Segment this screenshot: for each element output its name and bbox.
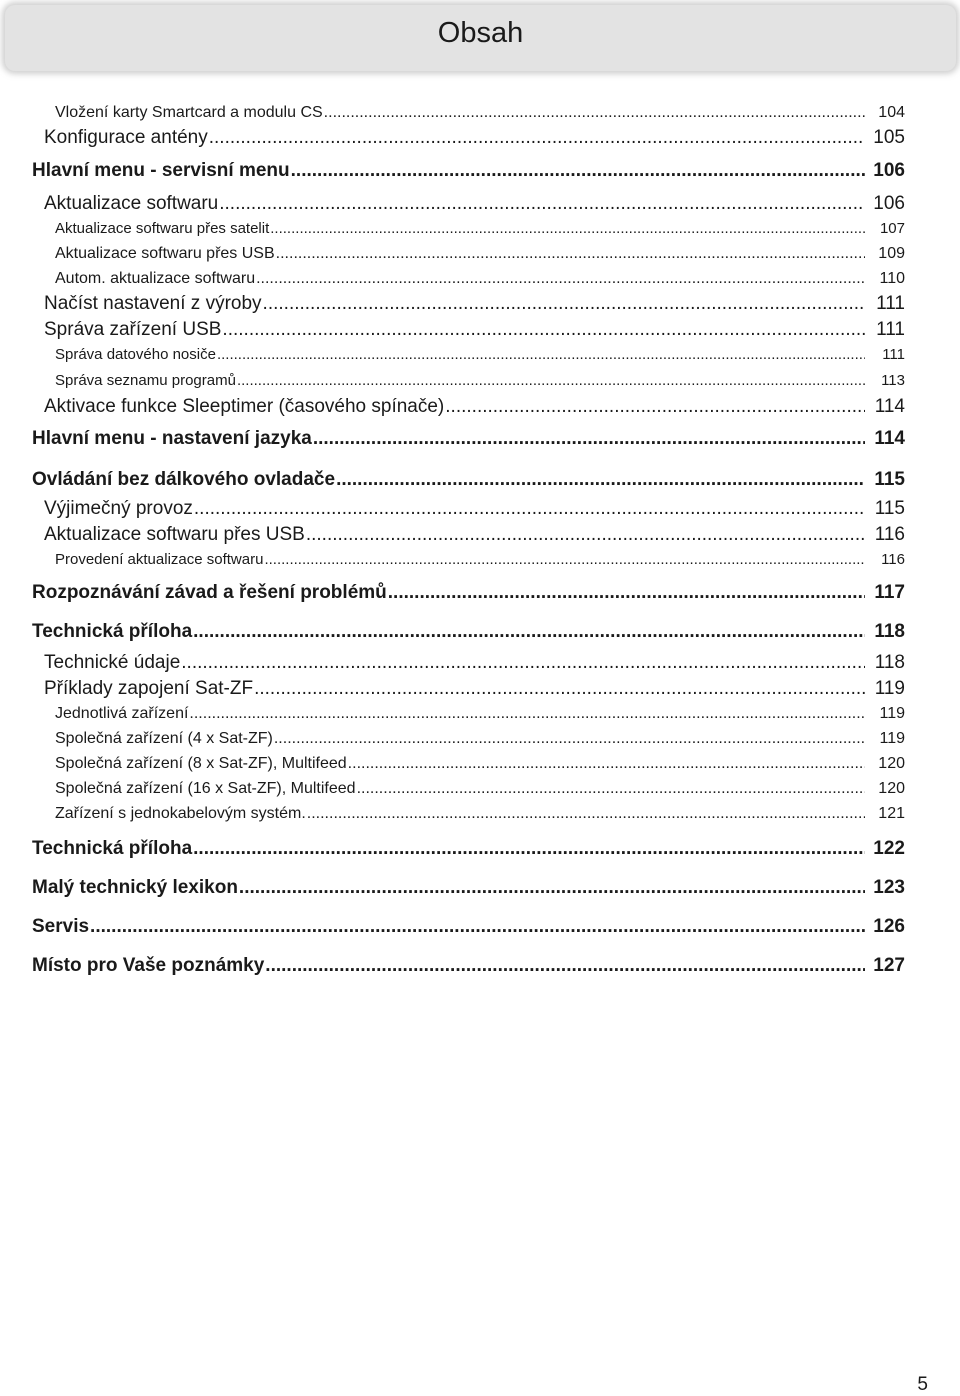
toc-dot-leader — [239, 877, 865, 899]
toc-entry-title: Načíst nastavení z výroby — [44, 293, 262, 314]
toc-entry-title: Hlavní menu - nastavení jazyka — [32, 428, 312, 449]
toc-entry-page: 119 — [879, 705, 905, 722]
toc-entry-title: Místo pro Vaše poznámky — [32, 955, 265, 976]
toc-entry[interactable] — [55, 705, 905, 723]
toc-entry[interactable] — [32, 428, 905, 450]
toc-entry[interactable] — [55, 245, 905, 263]
toc-entry[interactable] — [55, 220, 905, 237]
toc-dot-leader — [189, 705, 865, 723]
toc-dot-leader — [324, 104, 865, 122]
toc-entry-title: Výjimečný provoz — [44, 498, 193, 519]
toc-entry-page: 111 — [876, 293, 905, 314]
toc-entry-page: 116 — [874, 524, 905, 545]
toc-entry-page: 120 — [878, 780, 905, 797]
toc-entry[interactable] — [55, 270, 905, 288]
toc-entry-title: Autom. aktualizace softwaru — [55, 270, 256, 287]
toc-dot-leader — [193, 838, 865, 860]
toc-entry[interactable] — [44, 127, 905, 149]
toc-entry-page: 126 — [873, 916, 905, 937]
toc-entry-page: 110 — [879, 270, 905, 287]
toc-entry-title: Vložení karty Smartcard a modulu CS — [55, 104, 323, 121]
toc-dot-leader — [336, 469, 865, 491]
toc-dot-leader — [274, 730, 865, 748]
toc-entry[interactable] — [44, 498, 905, 520]
toc-dot-leader — [265, 955, 865, 977]
toc-entry-page: 118 — [874, 652, 905, 673]
toc-entry-title: Společná zařízení (16 x Sat-ZF), Multifeed — [55, 780, 356, 797]
toc-dot-leader — [313, 428, 865, 450]
toc-entry-page: 105 — [873, 127, 905, 148]
toc-entry[interactable] — [32, 838, 905, 860]
toc-entry[interactable] — [55, 372, 905, 389]
toc-entry-title: Aktualizace softwaru přes USB — [55, 245, 275, 262]
toc-entry[interactable] — [32, 582, 905, 604]
toc-entry-title: Hlavní menu - servisní menu — [32, 160, 290, 181]
toc-entry[interactable] — [32, 916, 905, 938]
toc-entry-page: 121 — [878, 805, 905, 822]
toc-entry-title: Společná zařízení (8 x Sat-ZF), Multifeed — [55, 755, 347, 772]
toc-dot-leader — [357, 780, 865, 798]
toc-entry-title: Příklady zapojení Sat-ZF — [44, 678, 254, 699]
toc-dot-leader — [445, 396, 865, 418]
toc-entry-page: 104 — [878, 104, 905, 121]
toc-dot-leader — [90, 916, 865, 938]
toc-entry-title: Konfigurace antény — [44, 127, 208, 148]
toc-entry-page: 119 — [874, 678, 905, 699]
toc-entry[interactable] — [32, 621, 905, 643]
page-title: Obsah — [437, 17, 524, 49]
toc-entry-title: Malý technický lexikon — [32, 877, 238, 898]
toc-dot-leader — [209, 127, 865, 149]
toc-entry-title: Rozpoznávání závad a řešení problémů — [32, 582, 387, 603]
page-number: 5 — [917, 1374, 928, 1395]
toc-entry[interactable] — [32, 160, 905, 182]
toc-entry[interactable] — [32, 955, 905, 977]
toc-dot-leader — [194, 498, 865, 520]
toc-entry-page: 106 — [873, 160, 905, 181]
toc-entry-title: Technická příloha — [32, 838, 193, 859]
toc-dot-leader — [307, 805, 865, 823]
toc-entry-page: 111 — [876, 319, 905, 340]
toc-entry-title: Aktualizace softwaru přes satelit — [55, 220, 270, 237]
toc-entry-title: Aktualizace softwaru — [44, 193, 219, 214]
toc-entry-title: Servis — [32, 916, 90, 937]
toc-entry-title: Společná zařízení (4 x Sat-ZF) — [55, 730, 273, 747]
toc-entry[interactable] — [44, 396, 905, 418]
toc-dot-leader — [254, 678, 865, 700]
toc-entry[interactable] — [44, 193, 905, 215]
toc-dot-leader — [388, 582, 865, 604]
toc-entry-title: Jednotlivá zařízení — [55, 705, 189, 722]
toc-entry-page: 120 — [878, 755, 905, 772]
toc-entry[interactable] — [32, 877, 905, 899]
toc-entry[interactable] — [44, 652, 905, 674]
toc-entry[interactable] — [55, 551, 905, 568]
toc-entry-page: 116 — [881, 551, 905, 568]
toc-dot-leader — [219, 193, 865, 215]
toc-entry-title: Aktivace funkce Sleeptimer (časového spínače) — [44, 396, 445, 417]
toc-entry-title: Správa datového nosiče — [55, 346, 216, 363]
toc-entry-title: Správa seznamu programů — [55, 372, 236, 389]
toc-dot-leader — [256, 270, 865, 288]
toc-dot-leader — [263, 293, 865, 315]
toc-entry[interactable] — [55, 730, 905, 748]
toc-dot-leader — [270, 220, 865, 237]
toc-entry-title: Aktualizace softwaru přes USB — [44, 524, 305, 545]
toc-entry[interactable] — [44, 293, 905, 315]
toc-entry-page: 127 — [873, 955, 905, 976]
toc-entry[interactable] — [32, 469, 905, 491]
toc-entry-page: 113 — [881, 372, 905, 389]
toc-entry-page: 114 — [874, 396, 905, 417]
toc-dot-leader — [222, 319, 865, 341]
toc-dot-leader — [348, 755, 865, 773]
toc-entry[interactable] — [55, 780, 905, 798]
toc-entry-title: Ovládání bez dálkového ovladače — [32, 469, 336, 490]
toc-entry-page: 111 — [882, 346, 905, 363]
toc-entry[interactable] — [44, 524, 905, 546]
toc-dot-leader — [264, 551, 865, 568]
toc-entry[interactable] — [55, 755, 905, 773]
toc-entry-page: 107 — [879, 220, 905, 237]
toc-entry-title: Technická příloha — [32, 621, 193, 642]
toc-entry[interactable] — [44, 678, 905, 700]
toc-entry-title: Provedení aktualizace softwaru — [55, 551, 264, 568]
toc-entry[interactable] — [55, 805, 905, 823]
toc-entry-page: 106 — [873, 193, 905, 214]
toc-entry-page: 119 — [879, 730, 905, 747]
toc-entry-page: 109 — [878, 245, 905, 262]
toc-entry-page: 115 — [874, 469, 905, 490]
toc-dot-leader — [217, 346, 865, 363]
toc-dot-leader — [291, 160, 865, 182]
toc-dot-leader — [193, 621, 865, 643]
toc-entry-page: 117 — [874, 582, 905, 603]
toc-entry-page: 118 — [874, 621, 905, 642]
toc-entry-page: 115 — [874, 498, 905, 519]
toc-entry[interactable] — [44, 319, 905, 341]
toc-dot-leader — [237, 372, 865, 389]
toc-entry[interactable] — [55, 104, 905, 122]
toc-dot-leader — [276, 245, 865, 263]
toc-dot-leader — [181, 652, 865, 674]
toc-entry-page: 114 — [874, 428, 905, 449]
toc-entry-page: 122 — [873, 838, 905, 859]
toc-entry-page: 123 — [873, 877, 905, 898]
toc-entry-title: Technické údaje — [44, 652, 181, 673]
toc-entry-title: Správa zařízení USB — [44, 319, 222, 340]
toc-entry-title: Zařízení s jednokabelovým systém. — [55, 805, 306, 822]
toc-entry[interactable] — [55, 346, 905, 363]
toc-dot-leader — [306, 524, 865, 546]
